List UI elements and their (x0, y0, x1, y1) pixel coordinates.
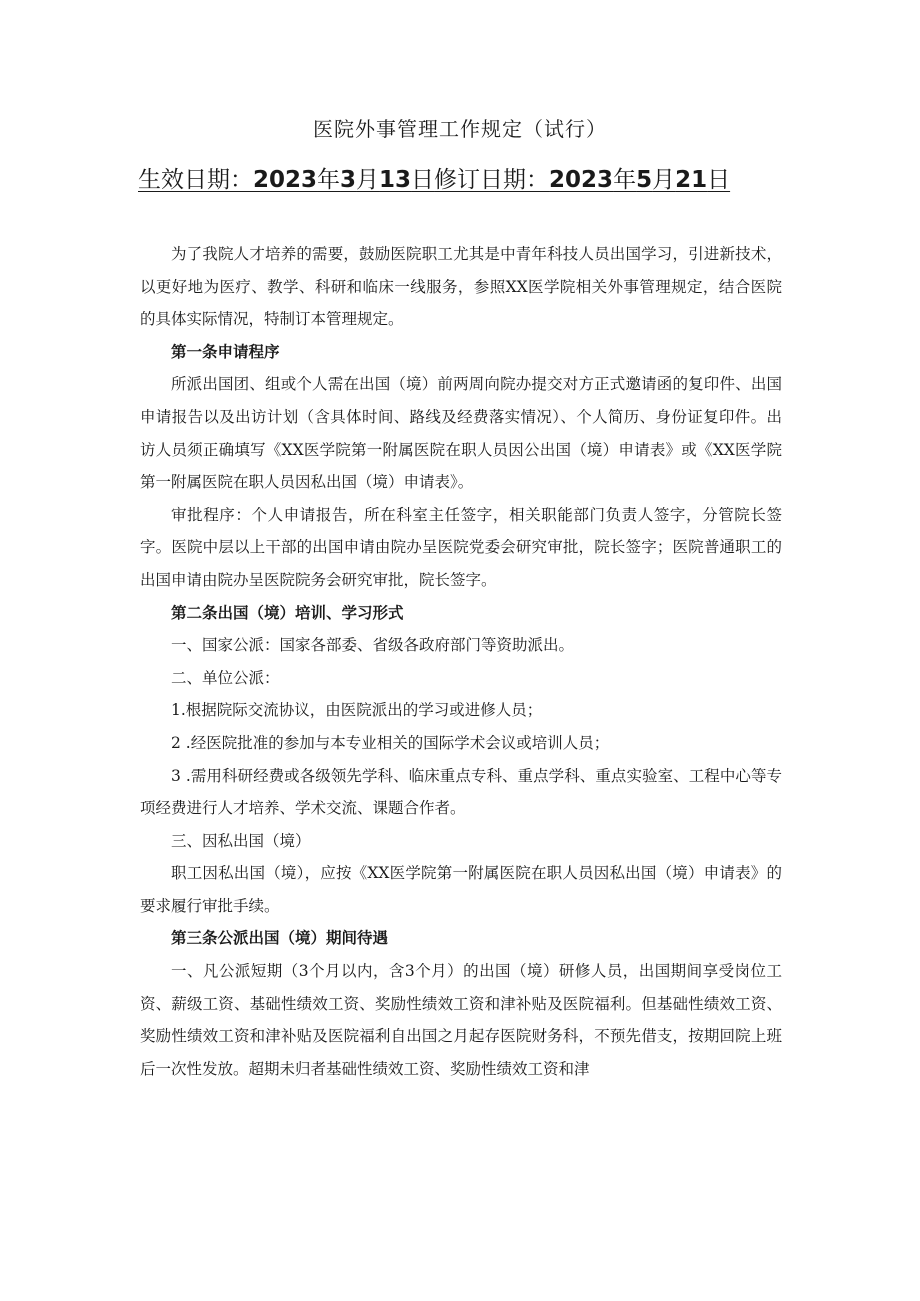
effective-day: 13 (379, 167, 412, 193)
section-heading-article-3: 第三条公派出国（境）期间待遇 (171, 928, 389, 948)
document-body (140, 238, 782, 1085)
effective-day-unit: 日 (411, 167, 435, 193)
list-item: 1.根据院际交流协议，由医院派出的学习或进修人员； (171, 701, 543, 720)
revised-month-unit: 月 (652, 167, 676, 193)
revised-day-unit: 日 (707, 167, 731, 193)
body-paragraph: 一、凡公派短期（3个月以内，含3个月）的出国（境）研修人员，出国期间享受岗位工资、薪级工资、基础性绩效工资、奖励性绩效工资和津补贴及医院福利。但基础性绩效工资、奖励性绩效工资和津补贴及医院福利自出国之月起存医院财务科，不预先借支，按期回院上班后一次性发放。超期未归者基础性绩效工资、奖励性绩效工资和津 (140, 962, 782, 1078)
section-heading-article-2: 第二条出国（境）培训、学习形式 (171, 602, 404, 622)
revised-year-unit: 年 (613, 167, 637, 193)
list-item: 3 .需用科研经费或各级领先学科、临床重点专科、重点学科、重点实验室、工程中心等专项经费进行人才培养、学术交流、课题合作者。 (140, 766, 782, 818)
document-dates (138, 163, 730, 197)
list-item: 2 .经医院批准的参加与本专业相关的国际学术会议或培训人员； (171, 733, 610, 752)
body-paragraph: 一、国家公派：国家各部委、省级各政府部门等资助派出。 (171, 636, 575, 655)
body-paragraph: 职工因私出国（境），应按《XX医学院第一附属医院在职人员因私出国（境）申请表》的要求履行审批手续。 (140, 864, 782, 915)
effective-year-unit: 年 (317, 167, 341, 193)
effective-month-unit: 月 (356, 167, 380, 193)
effective-date-label: 生效日期： (138, 167, 253, 193)
body-paragraph: 二、单位公派： (171, 668, 280, 687)
revised-year: 2023 (549, 167, 614, 193)
intro-paragraph: 为了我院人才培养的需要，鼓励医院职工尤其是中青年科技人员出国学习，引进新技术，以更好地为医疗、教学、科研和临床一线服务，参照XX医学院相关外事管理规定，结合医院的具体实际情况，特制订本管理规定。 (140, 245, 782, 329)
effective-month: 3 (340, 167, 357, 193)
revised-day: 21 (675, 167, 708, 193)
body-paragraph: 审批程序：个人申请报告，所在科室主任签字，相关职能部门负责人签字，分管院长签字。医院中层以上干部的出国申请由院办呈医院党委会研究审批，院长签字；医院普通职工的出国申请由院办呈医院院务会研究审批，院长签字。 (140, 505, 782, 589)
section-heading-article-1: 第一条申请程序 (171, 341, 280, 361)
document-title: 医院外事管理工作规定（试行） (313, 117, 607, 141)
effective-year: 2023 (253, 167, 318, 193)
revised-month: 5 (636, 167, 653, 193)
body-paragraph: 所派出国团、组或个人需在出国（境）前两周向院办提交对方正式邀请函的复印件、出国申请报告以及出访计划（含具体时间、路线及经费落实情况）、个人简历、身份证复印件。出访人员须正确填写《XX医学院第一附属医院在职人员因公出国（境）申请表》或《XX医学院第一附属医院在职人员因私出国（境）申请表》。 (140, 375, 782, 492)
body-paragraph: 三、因私出国（境） (171, 831, 311, 850)
revised-date-label: 修订日期： (434, 167, 550, 193)
